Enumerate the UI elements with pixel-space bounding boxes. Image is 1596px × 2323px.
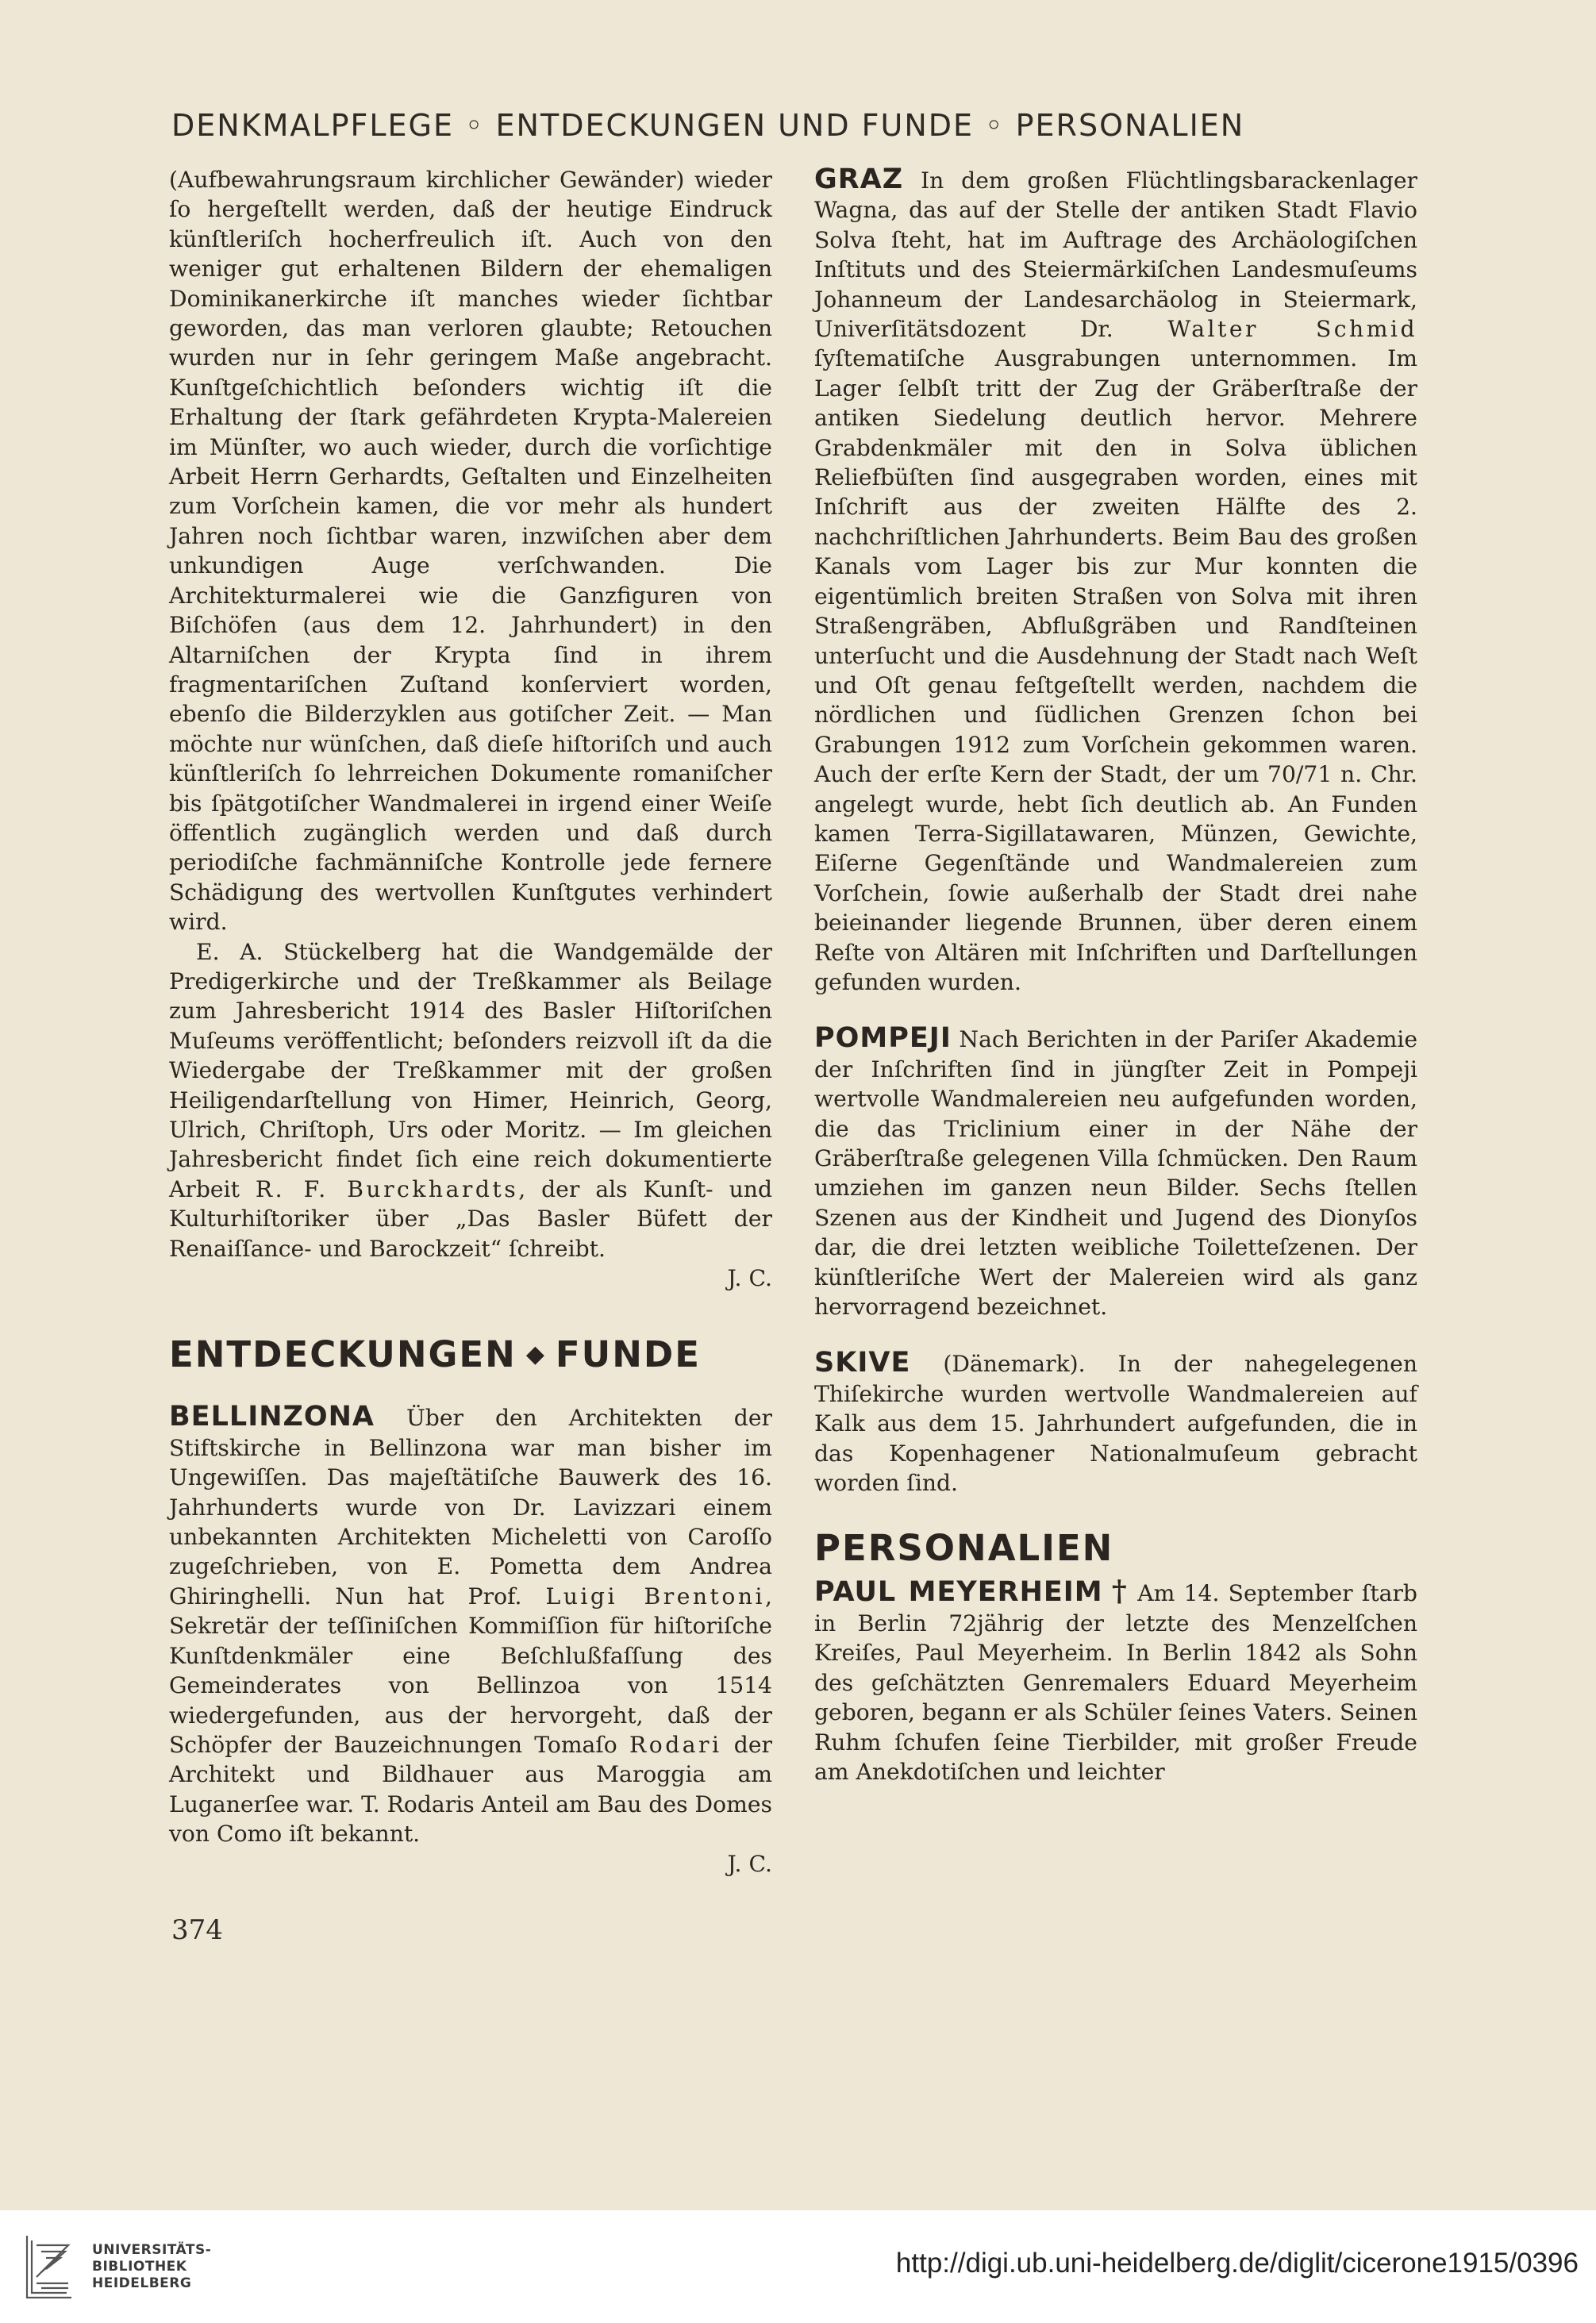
person-name: Walter Schmid: [1167, 316, 1417, 343]
section-heading-entdeckungen: ENTDECKUNGEN ◆ FUNDE: [169, 1333, 701, 1376]
right-column: [814, 165, 1417, 1786]
permalink-url[interactable]: http://digi.ub.uni-heidelberg.de/diglit/cicerone1915/0396: [895, 2248, 1579, 2279]
library-logo-icon: [21, 2228, 78, 2304]
article-meyerheim: PAUL MEYERHEIM † Am 14. September ſtarb in Berlin 72jährig der letzte des Menzelſchen Kreiſes, Paul Meyerheim. In Berlin 1842 als Sohn des geſchätzten Genremalers Eduard Meyerheim geboren, begann er als Schüler ſeines Vaters. Seinen Ruhm ſchufen ſeine Tierbilder, mit großer Freude am Anekdotiſchen und leichter: [814, 1575, 1417, 1785]
article-pompeji: POMPEJI Nach Berichten in der Pariſer Akademie der Inſchriften ſind in jüngſter Zeit in Pompeji wertvolle Wandmalereien neu aufgefunden worden, die das Triclinium einer in der Nähe der Gräberſtraße gelegenen Villa ſchmücken. Den Raum umziehen im ganzen neun Bilder. Sechs ſtellen Szenen aus der Kindheit und Jugend des Dionyſos dar, die drei letzten weibliche Toiletteſzenen. Der künſtleriſche Wert der Malereien wird als ganz hervorragend bezeichnet.: [814, 1022, 1417, 1321]
signature: J. C.: [727, 1265, 772, 1292]
paragraph: (Aufbewahrungsraum kirchlicher Gewänder) wieder ſo hergeſtellt werden, daß der heutige Eindruck künſtleriſch hocherfreulich iſt. Auch von den weniger gut erhaltenen Bildern der ehemaligen Dominikanerkirche iſt manches wieder ſichtbar geworden, das man verloren glaubte; Retouchen wurden nur in ſehr geringem Maße angebracht. Kunſtgeſchichtlich beſonders wichtig iſt die Erhaltung der ſtark gefährdeten Krypta-Malereien im Münſter, wo auch wieder, durch die vorſichtige Arbeit Herrn Gerhardts, Geſtalten und Einzelheiten zum Vorſchein kamen, die vor mehr als hundert Jahren noch ſichtbar waren, inzwiſchen aber dem unkundigen Auge verſchwanden. Die Architekturmalerei wie die Ganzfiguren von Biſchöfen (aus dem 12. Jahrhundert) in den Altarniſchen der Krypta ſind in ihrem fragmentariſchen Zuſtand konſerviert worden, ebenſo die Bilderzyklen aus gotiſcher Zeit. — Man möchte nur wünſchen, daß dieſe hiſtoriſch und auch künſtleriſch ſo lehrreichen Dokumente romaniſcher bis ſpätgotiſcher Wandmalerei in irgend einer Weiſe öffentlich zugänglich werden und daß durch periodiſche fachmänniſche Kontrolle jede fernere Schädigung des wertvollen Kunſtgutes verhindert wird.: [169, 167, 772, 936]
library-footer: [0, 2210, 1596, 2323]
article-lead: GRAZ: [814, 163, 904, 195]
article-lead: BELLINZONA: [169, 1401, 375, 1433]
article-bellinzona: BELLINZONA Über den Architekten der Stiftskirche in Bellinzona war man bisher im Ungewiſſen. Das majeſtätiſche Bauwerk des 16. Jahrhunderts wurde von Dr. Lavizzari einem unbekannten Architekten Micheletti von Caroſſo zugeſchrieben, von E. Pometta dem Andrea Ghiringhelli. Nun hat Prof. Luigi Brentoni, Sekretär der teſſiniſchen Kommiſſion für hiſtoriſche Kunſtdenkmäler eine Beſchlußfaſſung des Gemeinderates von Bellinzoa von 1514 wiedergefunden, aus der hervorgeht, daß der Schöpfer der Bauzeichnungen Tomaſo Rodari der Architekt und Bildhauer aus Maroggia am Luganerſee war. T. Rodaris Anteil am Bau des Domes von Como iſt bekannt.: [169, 1401, 773, 1848]
person-name: Rodari: [629, 1731, 722, 1758]
person-name: R. F. Burckhardts: [255, 1175, 519, 1202]
person-name: Luigi Brentoni: [545, 1583, 766, 1610]
article-lead: SKIVE: [814, 1347, 911, 1379]
diamond-separator-icon: ◆: [525, 1340, 546, 1369]
running-head: DENKMALPFLEGE ◦ ENTDECKUNGEN UND FUNDE ◦ PERSONALIEN: [171, 108, 1245, 143]
death-cross-icon: †: [1111, 1575, 1129, 1609]
article-skive: SKIVE (Dänemark). In der nahegelegenen Thiſekirche wurden wertvolle Wandmalereien auf Kalk aus dem 15. Jahrhundert aufgefunden, die in das Kopenhagener Nationalmuſeum gebracht worden ſind.: [814, 1347, 1417, 1497]
article-lead: PAUL MEYERHEIM: [814, 1576, 1103, 1609]
library-name: UNIVERSITÄTS- BIBLIOTHEK HEIDELBERG: [92, 2242, 212, 2291]
signature: J. C.: [727, 1850, 772, 1877]
article-lead: POMPEJI: [814, 1022, 952, 1055]
section-heading-personalien: PERSONALIEN: [814, 1527, 1114, 1570]
article-graz: GRAZ In dem großen Flüchtlingsbarackenlager Wagna, das auf der Stelle der antiken Stadt Flavio Solva ſteht, hat im Auftrage des Archäologiſchen Inſtituts und des Steiermärkiſchen Landesmuſeums Johanneum der Landesarchäolog in Steiermark, Univerſitätsdozent Dr. Walter Schmid ſyſtematiſche Ausgrabungen unternommen. Im Lager ſelbſt tritt der Zug der Gräberſtraße der antiken Siedelung deutlich hervor. Mehrere Grabdenkmäler mit den in Solva üblichen Reliefbüſten ſind ausgegraben worden, eines mit Inſchrift aus der zweiten Hälfte des 2. nachchriſtlichen Jahrhunderts. Beim Bau des großen Kanals vom Lager bis zur Mur konnten die eigentümlich breiten Straßen von Solva mit ihren Straßengräben, Abflußgräben und Randſteinen unterſucht und die Ausdehnung der Stadt nach Weſt und Oſt genau feſtgeſtellt werden, nachdem die nördlichen und ſüdlichen Grenzen ſchon bei Grabungen 1912 zum Vorſchein gekommen waren. Auch der erſte Kern der Stadt, der um 70/71 n. Chr. angelegt wurde, hebt ſich deutlich ab. An Funden kamen Terra-Sigillatawaren, Münzen, Gewichte, Eiſerne Gegenſtände und Wandmalereien zum Vorſchein, ſowie außerhalb der Stadt drei nahe beieinander liegende Brunnen, über deren einem Reſte von Altären mit Inſchriften und Darſtellungen gefunden wurden.: [814, 163, 1417, 995]
left-column: [169, 165, 772, 1879]
paragraph: E. A. Stückelberg hat die Wandgemälde der Predigerkirche und der Treßkammer als Beilage zum Jahresbericht 1914 des Basler Hiſtoriſchen Muſeums veröffentlicht; beſonders reizvoll iſt da die Wiedergabe der Treßkammer mit der großen Heiligendarſtellung von Himer, Heinrich, Georg, Ulrich, Chriſtoph, Urs oder Moritz. — Im gleichen Jahresbericht findet ſich eine reich dokumentierte Arbeit R. F. Burckhardts, der als Kunſt- und Kulturhiſtoriker über „Das Basler Büfett der Renaiſſance- und Barockzeit“ ſchreibt.: [169, 938, 772, 1262]
page-number: 374: [171, 1914, 223, 1946]
